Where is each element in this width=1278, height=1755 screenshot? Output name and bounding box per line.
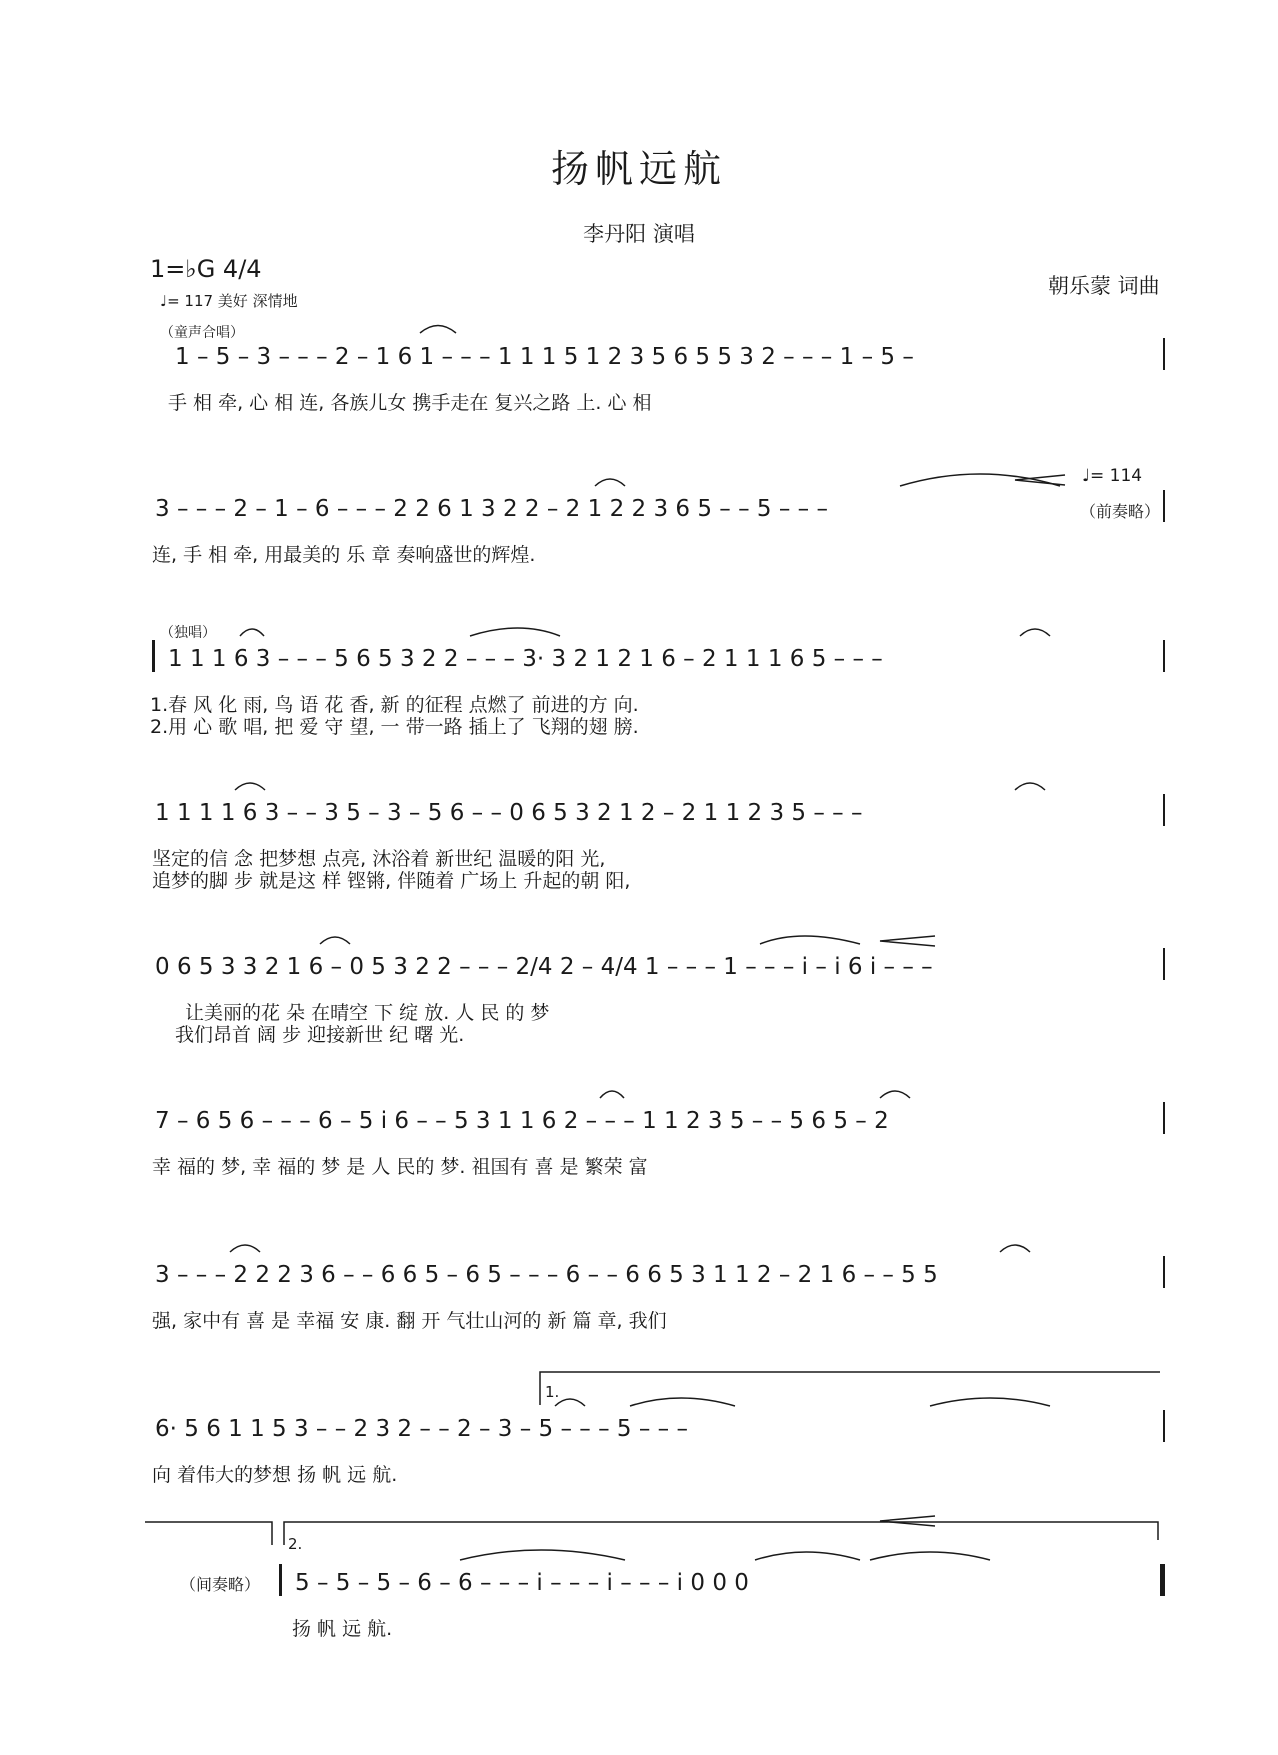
slur (1000, 1245, 1030, 1252)
notation-line: 3 – – – 2 2 2 3 6 – – 6 6 5 – 6 5 – – – 6 – – 6 6 5 3 1 1 2 – 2 1 6 – – 5 5 (155, 1262, 938, 1288)
lyric-line: 1.春 风 化 雨, 鸟 语 花 香, 新 的征程 点燃了 前进的方 向. (150, 694, 639, 716)
slur (240, 629, 264, 636)
slur (1020, 629, 1050, 636)
slur (460, 1550, 625, 1560)
slur (600, 1091, 624, 1098)
lyric-line: 强, 家中有 喜 是 幸福 安 康. 翻 开 气壮山河的 新 篇 章, 我们 (152, 1310, 667, 1332)
notation-line: 5 – 5 – 5 – 6 – 6 – – – i – – – i – – – i 0 0 0 (295, 1570, 749, 1596)
slur (900, 474, 1060, 486)
slur (870, 1552, 990, 1560)
prelude-note: （前奏略） (1080, 502, 1161, 521)
slur (555, 1399, 585, 1406)
volta-two-left-line (145, 1522, 272, 1545)
slur (235, 783, 265, 790)
tempo-marking: ♩= 117 美好 深情地 (160, 292, 298, 310)
slur (930, 1398, 1050, 1406)
slur (760, 936, 860, 944)
lyric-line: 坚定的信 念 把梦想 点亮, 沐浴着 新世纪 温暖的阳 光, (152, 848, 606, 870)
lyric-line: 连, 手 相 牵, 用最美的 乐 章 奏响盛世的辉煌. (152, 544, 536, 566)
ending-two-tag: 2. (288, 1535, 303, 1553)
section-tag: （独唱） (160, 625, 216, 641)
ending-one-tag: 1. (545, 1383, 560, 1401)
lyric-line: 手 相 牵, 心 相 连, 各族儿女 携手走在 复兴之路 上. 心 相 (168, 392, 652, 414)
lyric-line: 幸 福的 梦, 幸 福的 梦 是 人 民的 梦. 祖国有 喜 是 繁荣 富 (152, 1156, 648, 1178)
slur (1015, 783, 1045, 790)
interlude-note: （间奏略） (180, 1575, 261, 1594)
slur (320, 937, 350, 944)
slur (755, 1552, 860, 1560)
lyric-line: 2.用 心 歌 唱, 把 爱 守 望, 一 带一路 插上了 飞翔的翅 膀. (150, 716, 639, 738)
composer-credit: 朝乐蒙 词曲 (1048, 274, 1160, 298)
slur (880, 1091, 910, 1098)
lyric-line: 追梦的脚 步 就是这 样 铿锵, 伴随着 广场上 升起的朝 阳, (152, 870, 631, 892)
slur (230, 1245, 260, 1252)
slur (595, 479, 625, 486)
key-signature: 1=♭G 4/4 (150, 255, 262, 283)
section-tag: （童声合唱） (160, 325, 244, 341)
tempo-change: ♩= 114 (1082, 466, 1143, 486)
notation-line: 3 – – – 2 – 1 – 6 – – – 2 2 6 1 3 2 2 – 2 1 2 2 3 6 5 – – 5 – – – (155, 496, 828, 522)
notation-line: 0 6 5 3 3 2 1 6 – 0 5 3 2 2 – – – 2/4 2 – 4/4 1 – – – 1 – – – i – i 6 i – – – (155, 954, 933, 980)
slur (420, 326, 456, 334)
lyric-line: 向 着伟大的梦想 扬 帆 远 航. (152, 1464, 398, 1486)
slur (470, 628, 560, 636)
crescendo-hairpin (880, 1516, 935, 1526)
lyric-line: 让美丽的花 朵 在晴空 下 绽 放. 人 民 的 梦 (185, 1002, 550, 1024)
slur (630, 1398, 735, 1406)
volta-one-bracket (540, 1372, 1160, 1405)
notation-line: 1 1 1 6 3 – – – 5 6 5 3 2 2 – – – 3· 3 2 1 2 1 6 – 2 1 1 1 6 5 – – – (168, 646, 883, 672)
volta-two-bracket (284, 1522, 1158, 1545)
notation-line: 6· 5 6 1 1 5 3 – – 2 3 2 – – 2 – 3 – 5 – – – 5 – – – (155, 1416, 688, 1442)
lyric-line: 扬 帆 远 航. (292, 1618, 393, 1640)
notation-line: 1 – 5 – 3 – – – 2 – 1 6 1 – – – 1 1 1 5 1 2 3 5 6 5 5 3 2 – – – 1 – 5 – (175, 344, 914, 370)
notation-line: 7 – 6 5 6 – – – 6 – 5 i 6 – – 5 3 1 1 6 2 – – – 1 1 2 3 5 – – 5 6 5 – 2 (155, 1108, 889, 1134)
singer-credit: 李丹阳 演唱 (583, 222, 695, 246)
score-title: 扬帆远航 (550, 147, 727, 191)
notation-line: 1 1 1 1 6 3 – – 3 5 – 3 – 5 6 – – 0 6 5 3 2 1 2 – 2 1 1 2 3 5 – – – (155, 800, 863, 826)
lyric-line: 我们昂首 阔 步 迎接新世 纪 曙 光. (175, 1024, 465, 1046)
crescendo-hairpin (880, 936, 935, 946)
